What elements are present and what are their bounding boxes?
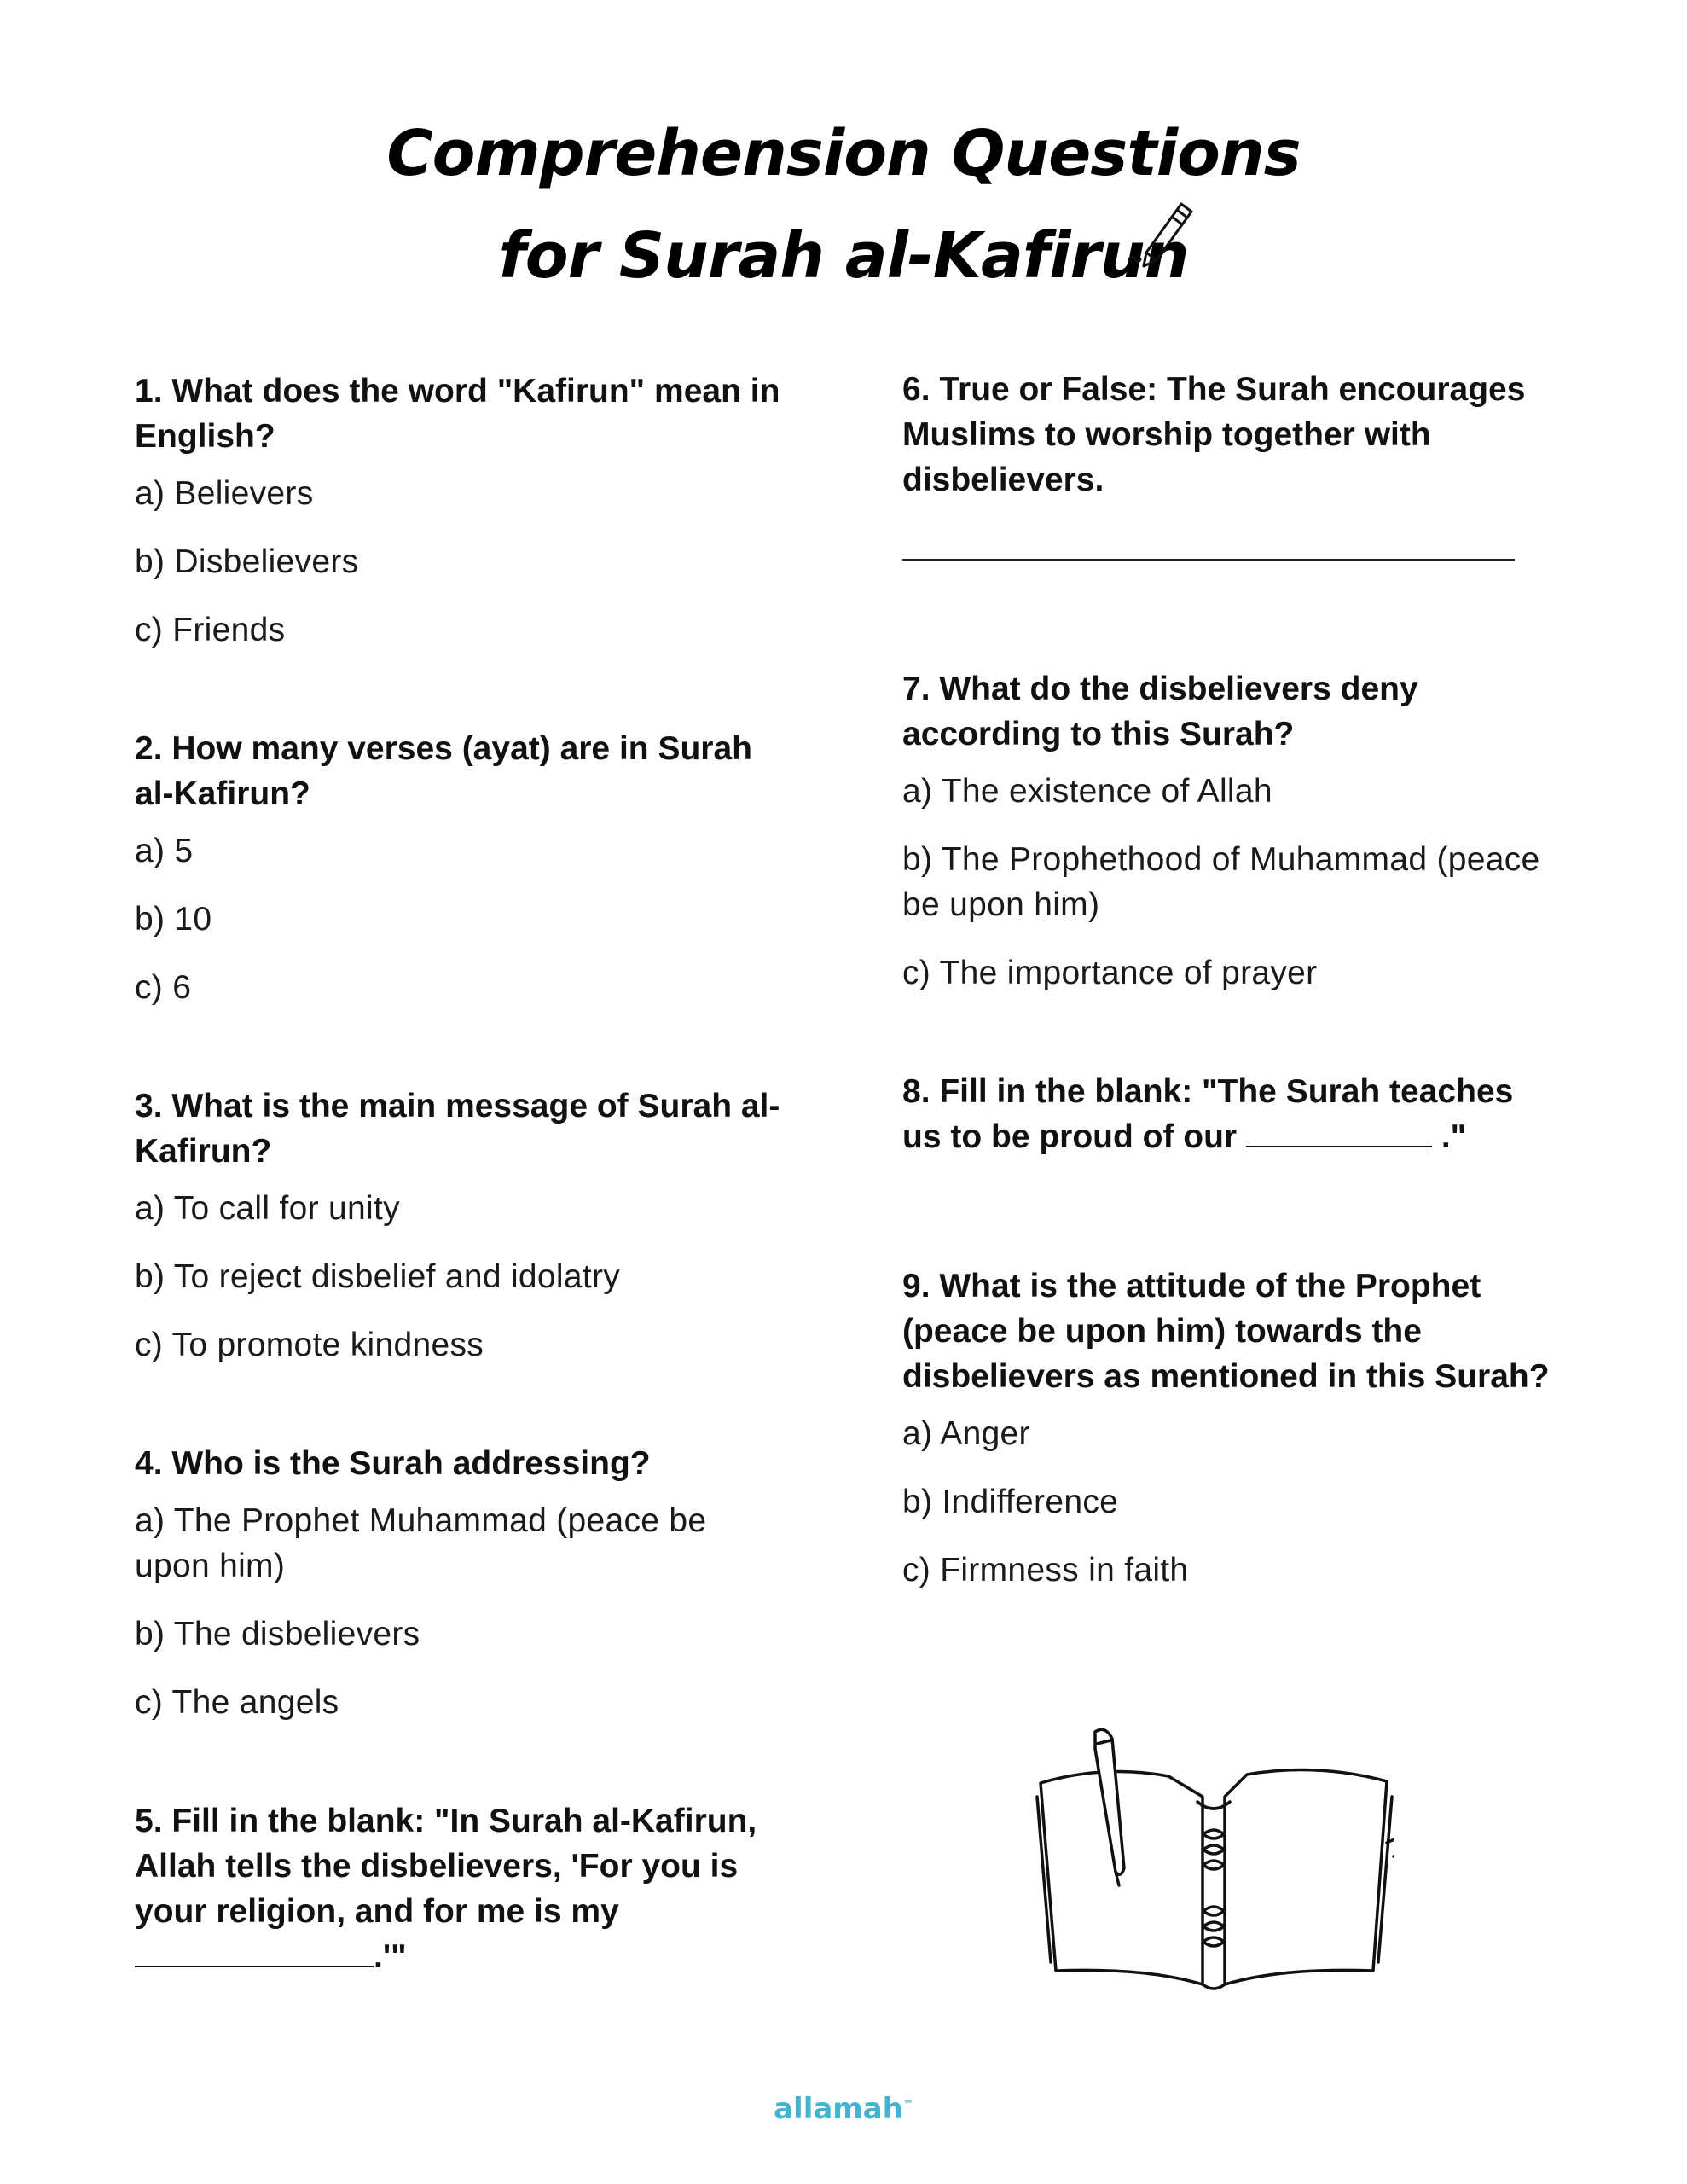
question-7-option-b: b) The Prophethood of Muhammad (peace be upon him) (902, 841, 1540, 923)
brand-name: allamah (774, 2092, 903, 2126)
question-2-option-c: c) 6 (135, 969, 192, 1006)
title-line-1: Comprehension Questions (386, 117, 1301, 190)
question-1-option-a: a) Believers (135, 475, 314, 512)
question-8 (902, 1069, 1551, 1159)
question-1-option-b: b) Disbelievers (135, 543, 359, 580)
question-1-text: 1. What does the word "Kafirun" mean in English? (135, 373, 780, 455)
question-7-option-c: c) The importance of prayer (902, 955, 1318, 991)
question-1-option-c: c) Friends (135, 612, 286, 648)
question-7-option-a: a) The existence of Allah (902, 773, 1272, 810)
title-line-2: for Surah al-Kafirun (498, 219, 1189, 293)
question-5-text-before: 5. Fill in the blank: "In Surah al-Kafirun, Allah tells the disbelievers, 'For you is your religion, and for me is my (135, 1803, 757, 1930)
question-6 (902, 367, 1551, 561)
question-9-text: 9. What is the attitude of the Prophet (peace be upon him) towards the disbelievers as mentioned in this Surah? (902, 1268, 1550, 1395)
question-3-option-c: c) To promote kindness (135, 1327, 484, 1363)
question-5-answer-blank[interactable] (135, 1936, 374, 1967)
page-title (0, 102, 1687, 307)
question-5-text (135, 1798, 783, 1979)
question-5 (135, 1798, 783, 1979)
question-5-text-after: .'" (374, 1938, 407, 1975)
question-3-option-b: b) To reject disbelief and idolatry (135, 1258, 621, 1295)
question-8-text (902, 1069, 1551, 1159)
question-4-option-a: a) The Prophet Muhammad (peace be upon him) (135, 1502, 707, 1584)
question-4-option-b: b) The disbelievers (135, 1616, 420, 1653)
question-8-text-after: ." (1441, 1118, 1467, 1155)
question-3-text: 3. What is the main message of Surah al-Kafirun? (135, 1088, 780, 1170)
brand-logo: allamah™ (774, 2092, 913, 2126)
question-7-text: 7. What do the disbelievers deny according to this Surah? (902, 671, 1418, 752)
question-2-option-b: b) 10 (135, 901, 212, 938)
question-7 (902, 666, 1551, 996)
question-4 (135, 1441, 783, 1725)
question-2-text: 2. How many verses (ayat) are in Surah al-Kafirun? (135, 730, 752, 812)
question-8-answer-blank[interactable] (1246, 1116, 1432, 1147)
question-1 (135, 369, 783, 653)
pencil-icon (1128, 200, 1196, 271)
question-4-text: 4. Who is the Surah addressing? (135, 1445, 651, 1482)
question-9 (902, 1263, 1551, 1593)
question-2-option-a: a) 5 (135, 833, 194, 869)
question-3-option-a: a) To call for unity (135, 1190, 400, 1227)
question-8-text-before: 8. Fill in the blank: "The Surah teaches us to be proud of our (902, 1073, 1514, 1155)
right-column (902, 367, 1551, 1593)
question-9-option-a: a) Anger (902, 1415, 1030, 1452)
question-4-option-c: c) The angels (135, 1684, 339, 1721)
question-3 (135, 1083, 783, 1368)
notebook-with-pen-icon (1035, 1715, 1394, 1996)
question-2 (135, 726, 783, 1010)
left-column (135, 369, 783, 1979)
question-9-option-b: b) Indifference (902, 1484, 1119, 1520)
question-6-text: 6. True or False: The Surah encourages Muslims to worship together with disbelievers. (902, 371, 1526, 498)
question-9-option-c: c) Firmness in faith (902, 1552, 1189, 1589)
